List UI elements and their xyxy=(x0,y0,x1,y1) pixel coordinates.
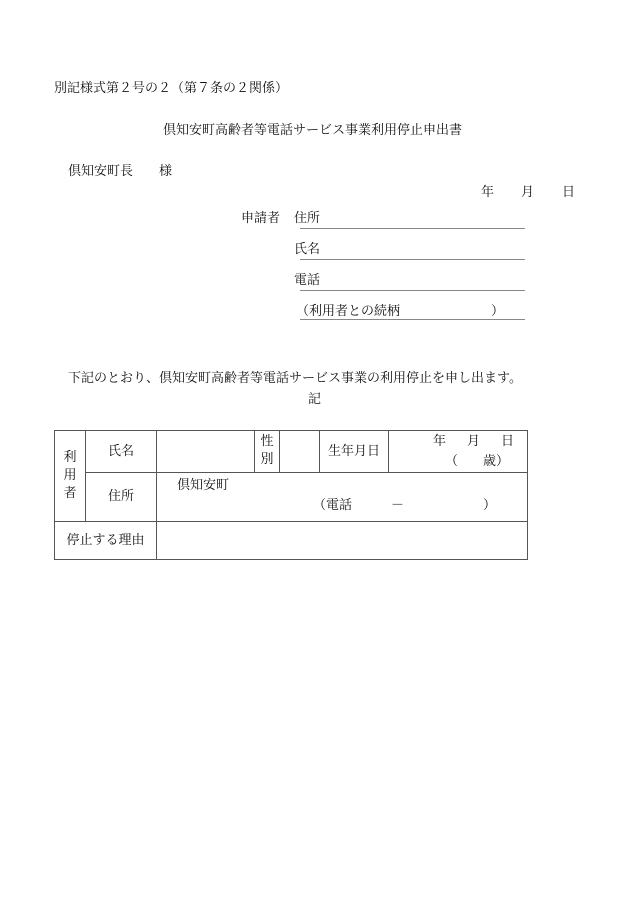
date-day: 日 xyxy=(562,185,576,200)
birthdate-label-cell xyxy=(320,431,389,473)
phone-close: ） xyxy=(483,498,497,513)
form-number: 別記様式第２号の２（第７条の２関係） xyxy=(54,81,289,96)
phone-dash: － xyxy=(391,498,405,513)
birth-year: 年 xyxy=(433,434,447,449)
applicant-name-label: 氏名 xyxy=(294,242,321,257)
user-label-char: 利 xyxy=(63,449,77,465)
user-address-field[interactable] xyxy=(157,473,528,522)
age-close: 歳） xyxy=(483,454,510,469)
birthdate-label: 生年月日 xyxy=(327,443,380,459)
date-month: 月 xyxy=(521,185,535,200)
document-title: 倶知安町高齢者等電話サービス事業利用停止申出書 xyxy=(163,123,463,138)
birthdate-field[interactable] xyxy=(389,431,528,473)
user-info-table xyxy=(54,430,528,560)
ki-label: 記 xyxy=(308,392,322,407)
relationship-label: （利用者との続柄 xyxy=(296,304,401,319)
gender-label-char: 性 xyxy=(260,434,274,450)
relationship-field[interactable] xyxy=(300,319,525,320)
applicant-name-field[interactable] xyxy=(300,259,525,260)
age-open: （ xyxy=(445,454,459,469)
user-name-label: 氏名 xyxy=(107,443,134,459)
reason-field[interactable] xyxy=(157,522,528,560)
relationship-close: ） xyxy=(491,304,505,319)
phone-open: （電話 xyxy=(313,498,353,513)
applicant-address-field[interactable] xyxy=(300,228,525,229)
gender-label-char: 別 xyxy=(260,452,274,468)
user-address-label: 住所 xyxy=(107,489,134,505)
date-year: 年 xyxy=(481,185,495,200)
address-town: 倶知安町 xyxy=(177,478,230,493)
applicant-label: 申請者 xyxy=(241,211,281,226)
user-label-char: 用 xyxy=(63,467,77,483)
user-address-label-cell xyxy=(86,473,157,522)
birth-month: 月 xyxy=(467,434,481,449)
user-label-cell xyxy=(55,431,86,522)
gender-field[interactable] xyxy=(280,431,320,473)
addressee: 倶知安町長 様 xyxy=(68,164,173,179)
applicant-phone-label: 電話 xyxy=(294,273,321,288)
user-label-char: 者 xyxy=(63,485,77,501)
user-name-field[interactable] xyxy=(157,431,255,473)
gender-label-cell xyxy=(255,431,280,473)
reason-label-cell xyxy=(55,522,157,560)
applicant-address-label: 住所 xyxy=(294,211,321,226)
applicant-phone-field[interactable] xyxy=(300,290,525,291)
reason-label: 停止する理由 xyxy=(66,532,145,548)
user-name-label-cell xyxy=(86,431,157,473)
body-text: 下記のとおり、倶知安町高齢者等電話サービス事業の利用停止を申し出ます。 xyxy=(68,371,522,386)
birth-day: 日 xyxy=(501,434,515,449)
